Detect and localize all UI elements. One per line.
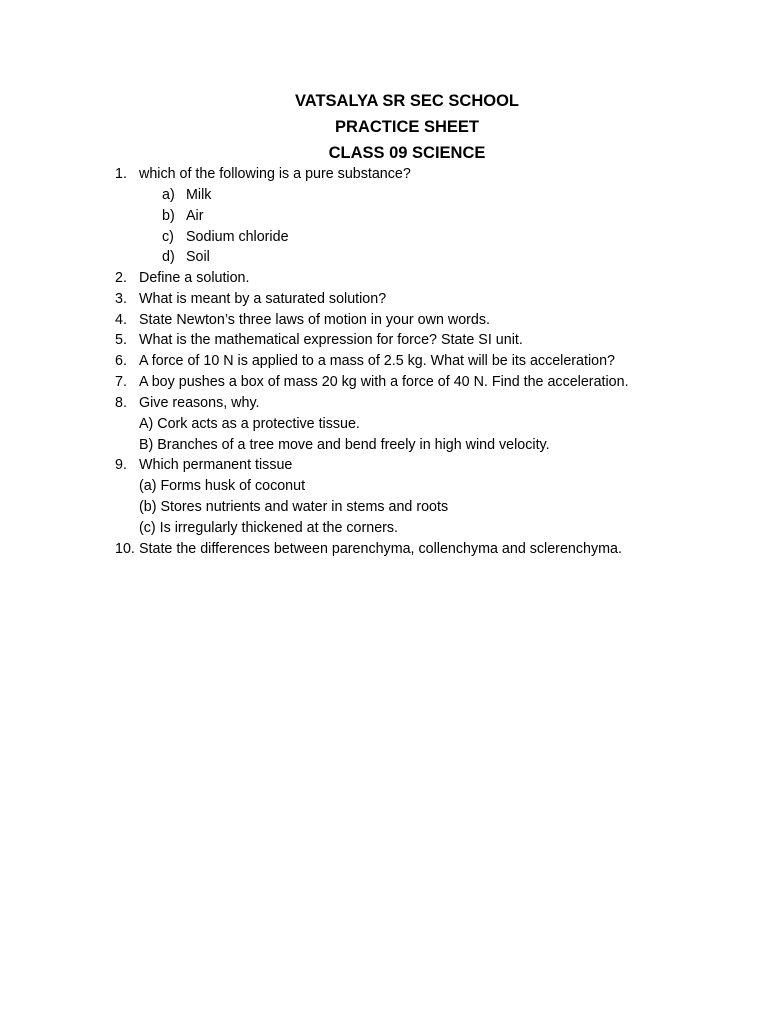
question-text: State the differences between parenchyma, collenchyma and sclerenchyma. [139, 541, 622, 557]
school-name: VATSALYA SR SEC SCHOOL [294, 92, 519, 110]
question-part: B) Branches of a tree move and bend freely in high wind velocity. [139, 437, 550, 453]
question-part: (b) Stores nutrients and water in stems and roots [139, 499, 449, 515]
question-number: 10. [115, 541, 135, 557]
option-text: Soil [186, 249, 210, 265]
question-text: A boy pushes a box of mass 20 kg with a force of 40 N. Find the acceleration. [139, 374, 629, 390]
question-text: Give reasons, why. [139, 395, 260, 411]
question-text: Define a solution. [139, 270, 250, 286]
option-letter: d) [162, 249, 175, 265]
question-text: What is the mathematical expression for force? State SI unit. [139, 332, 523, 348]
question-number: 9. [115, 457, 127, 473]
option-letter: a) [162, 187, 175, 203]
question-number: 1. [115, 166, 127, 182]
question-number: 8. [115, 395, 127, 411]
option-text: Sodium chloride [186, 229, 289, 245]
question-text: which of the following is a pure substance? [139, 166, 411, 182]
question-part: (a) Forms husk of coconut [139, 478, 306, 494]
question-part: A) Cork acts as a protective tissue. [139, 416, 360, 432]
option-text: Air [186, 208, 204, 224]
option-letter: b) [162, 208, 175, 224]
option-letter: c) [162, 229, 174, 245]
class-subject: CLASS 09 SCIENCE [328, 144, 486, 162]
question-number: 5. [115, 332, 127, 348]
question-number: 3. [115, 291, 127, 307]
question-number: 6. [115, 353, 127, 369]
question-number: 4. [115, 312, 127, 328]
question-text: Which permanent tissue [139, 457, 293, 473]
question-text: What is meant by a saturated solution? [139, 291, 387, 307]
question-text: A force of 10 N is applied to a mass of 2.5 kg. What will be its acceleration? [139, 353, 616, 369]
option-text: Milk [186, 187, 212, 203]
question-number: 2. [115, 270, 127, 286]
question-text: State Newton’s three laws of motion in your own words. [139, 312, 490, 328]
question-part: (c) Is irregularly thickened at the corners. [139, 520, 399, 536]
question-number: 7. [115, 374, 127, 390]
sheet-title: PRACTICE SHEET [335, 118, 479, 136]
